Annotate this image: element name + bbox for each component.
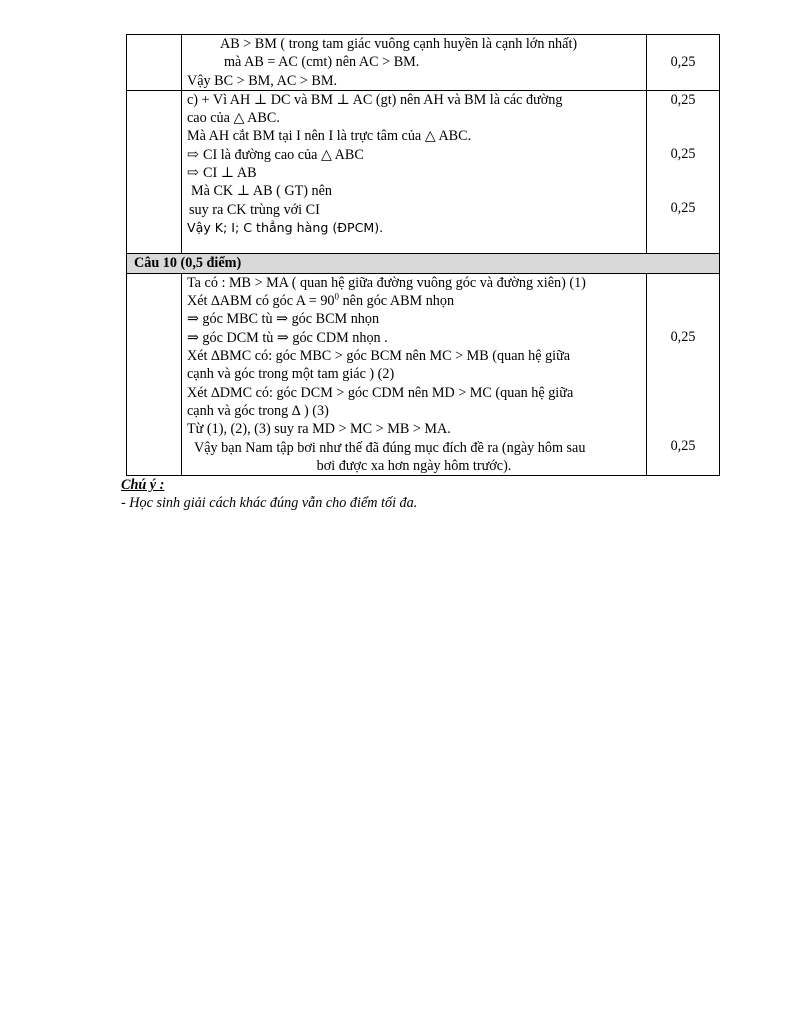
- implies-arrow-icon: ⇨: [187, 165, 199, 182]
- text-line: Mà CK ⊥ AB ( GT) nên: [191, 183, 333, 200]
- blank-cell: [127, 35, 182, 91]
- text-line: Xét ∆BMC có: góc MBC > góc BCM nên MC > MB (quan hệ giữa: [187, 348, 571, 365]
- text-line: ⇨ CI ⊥ AB: [187, 165, 257, 182]
- score-value: 0,25: [670, 200, 696, 217]
- text-line: Xét ∆DMC có: góc DCM > góc CDM nên MD > MC (quan hệ giữa: [187, 384, 574, 401]
- answer-table: [126, 34, 720, 476]
- text-line: Xét ∆ABM có góc $A = 90^0$ nên góc ABM nhọn: [187, 291, 455, 310]
- score-cell: [647, 35, 720, 91]
- note-title: Chú ý :: [121, 477, 165, 493]
- text-line: ⇒ góc MBC tù ⇒ góc BCM nhọn: [187, 311, 380, 328]
- text-line: mà AB = AC (cmt) nên AC > BM.: [224, 54, 420, 71]
- text-line: Từ (1), (2), (3) suy ra MD > MC > MB > MA.: [187, 421, 451, 438]
- text-line: Mà AH cắt BM tại I nên I là trực tâm của △ ABC.: [187, 128, 472, 145]
- table-row: [127, 35, 720, 91]
- score-value: 0,25: [670, 91, 696, 108]
- text-line: ⇒ góc DCM tù ⇒ góc CDM nhọn .: [187, 329, 388, 346]
- text-line: cạnh và góc trong một tam giác ) (2): [187, 366, 395, 383]
- text-line: cao của △ ABC.: [187, 110, 280, 127]
- text-line: suy ra CK trùng với CI: [189, 201, 320, 218]
- score-value: 0,25: [670, 54, 696, 70]
- text-line: Vậy K; I; C thẳng hàng (ĐPCM).: [187, 219, 384, 235]
- implies-arrow-icon: ⇨: [187, 146, 199, 163]
- text-line: ⇨ CI là đường cao của △ ABC: [187, 146, 364, 163]
- question-header: Câu 10 (0,5 điểm): [127, 253, 720, 273]
- text-line: Vậy bạn Nam tập bơi như thế đã đúng mục đích đề ra (ngày hôm sau: [194, 439, 586, 456]
- table-row: [127, 90, 720, 253]
- question-header-row: [127, 253, 720, 273]
- score-cell: [647, 273, 720, 475]
- score-value: 0,25: [670, 328, 696, 345]
- text-line: Ta có : MB > MA ( quan hệ giữa đường vuông góc và đường xiên) (1): [187, 274, 586, 291]
- score-value: 0,25: [670, 146, 696, 163]
- content-cell: [182, 273, 647, 475]
- text-line: Vậy BC > BM, AC > BM.: [187, 72, 338, 89]
- text-line: cạnh và góc trong ∆ ) (3): [187, 402, 329, 419]
- blank-cell: [127, 90, 182, 253]
- content-cell: [182, 90, 647, 253]
- text-line: c) + Vì AH ⊥ DC và BM ⊥ AC (gt) nên AH và BM là các đường: [187, 91, 563, 108]
- score-value: 0,25: [670, 438, 696, 455]
- table-row: [127, 273, 720, 475]
- score-cell: [647, 90, 720, 253]
- blank-cell: [127, 273, 182, 475]
- note-body: - Học sinh giải cách khác đúng vẫn cho điểm tối đa.: [121, 495, 418, 511]
- content-cell: [182, 35, 647, 91]
- text-line: AB > BM ( trong tam giác vuông cạnh huyền là cạnh lớn nhất): [220, 36, 578, 52]
- degree-superscript: 0: [334, 291, 340, 302]
- text-line: bơi được xa hơn ngày hôm trước).: [316, 457, 512, 474]
